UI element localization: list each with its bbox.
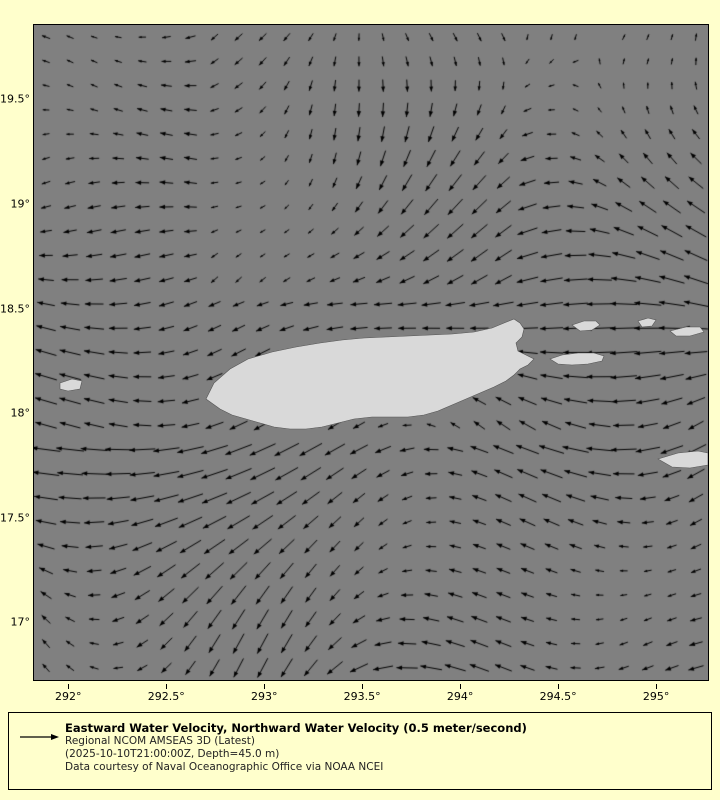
map-plot-area[interactable] (33, 24, 709, 681)
legend-time-depth-line: (2025-10-10T21:00:00Z, Depth=45.0 m) (65, 748, 280, 760)
x-tick-label: 294.5° (539, 690, 577, 703)
y-tick-label: 19.5° (0, 92, 30, 106)
current-vector-field (34, 25, 708, 680)
y-tick-label: 17.5° (0, 511, 30, 525)
x-tickmark (68, 684, 69, 689)
x-tick-label: 292.5° (147, 690, 185, 703)
x-tick-label: 294° (446, 690, 474, 703)
x-tickmark (460, 684, 461, 689)
x-tickmark (166, 684, 167, 689)
y-tick-label: 19° (10, 197, 30, 211)
x-tick-label: 292° (55, 690, 82, 703)
x-tick-label: 295° (642, 690, 670, 703)
x-axis (33, 684, 709, 703)
legend-title: Eastward Water Velocity, Northward Water Velocity (0.5 meter/second) (65, 721, 527, 735)
x-tickmark (558, 684, 559, 689)
x-tickmark (264, 684, 265, 689)
x-tick-label: 293° (250, 690, 278, 703)
legend-attribution-line: Data courtesy of Naval Oceanographic Office via NOAA NCEI (65, 761, 384, 773)
y-tick-label: 18° (10, 406, 30, 420)
x-tickmark (362, 684, 363, 689)
x-tickmark (656, 684, 657, 689)
legend-text-group (65, 721, 705, 774)
y-axis (0, 24, 30, 681)
y-tick-label: 17° (10, 615, 30, 629)
y-tick-label: 18.5° (0, 302, 30, 316)
x-tick-label: 293.5° (343, 690, 381, 703)
legend-model-line: Regional NCOM AMSEAS 3D (Latest) (65, 735, 255, 747)
legend-caption-box (8, 712, 712, 790)
reference-vector-arrow (19, 731, 59, 743)
